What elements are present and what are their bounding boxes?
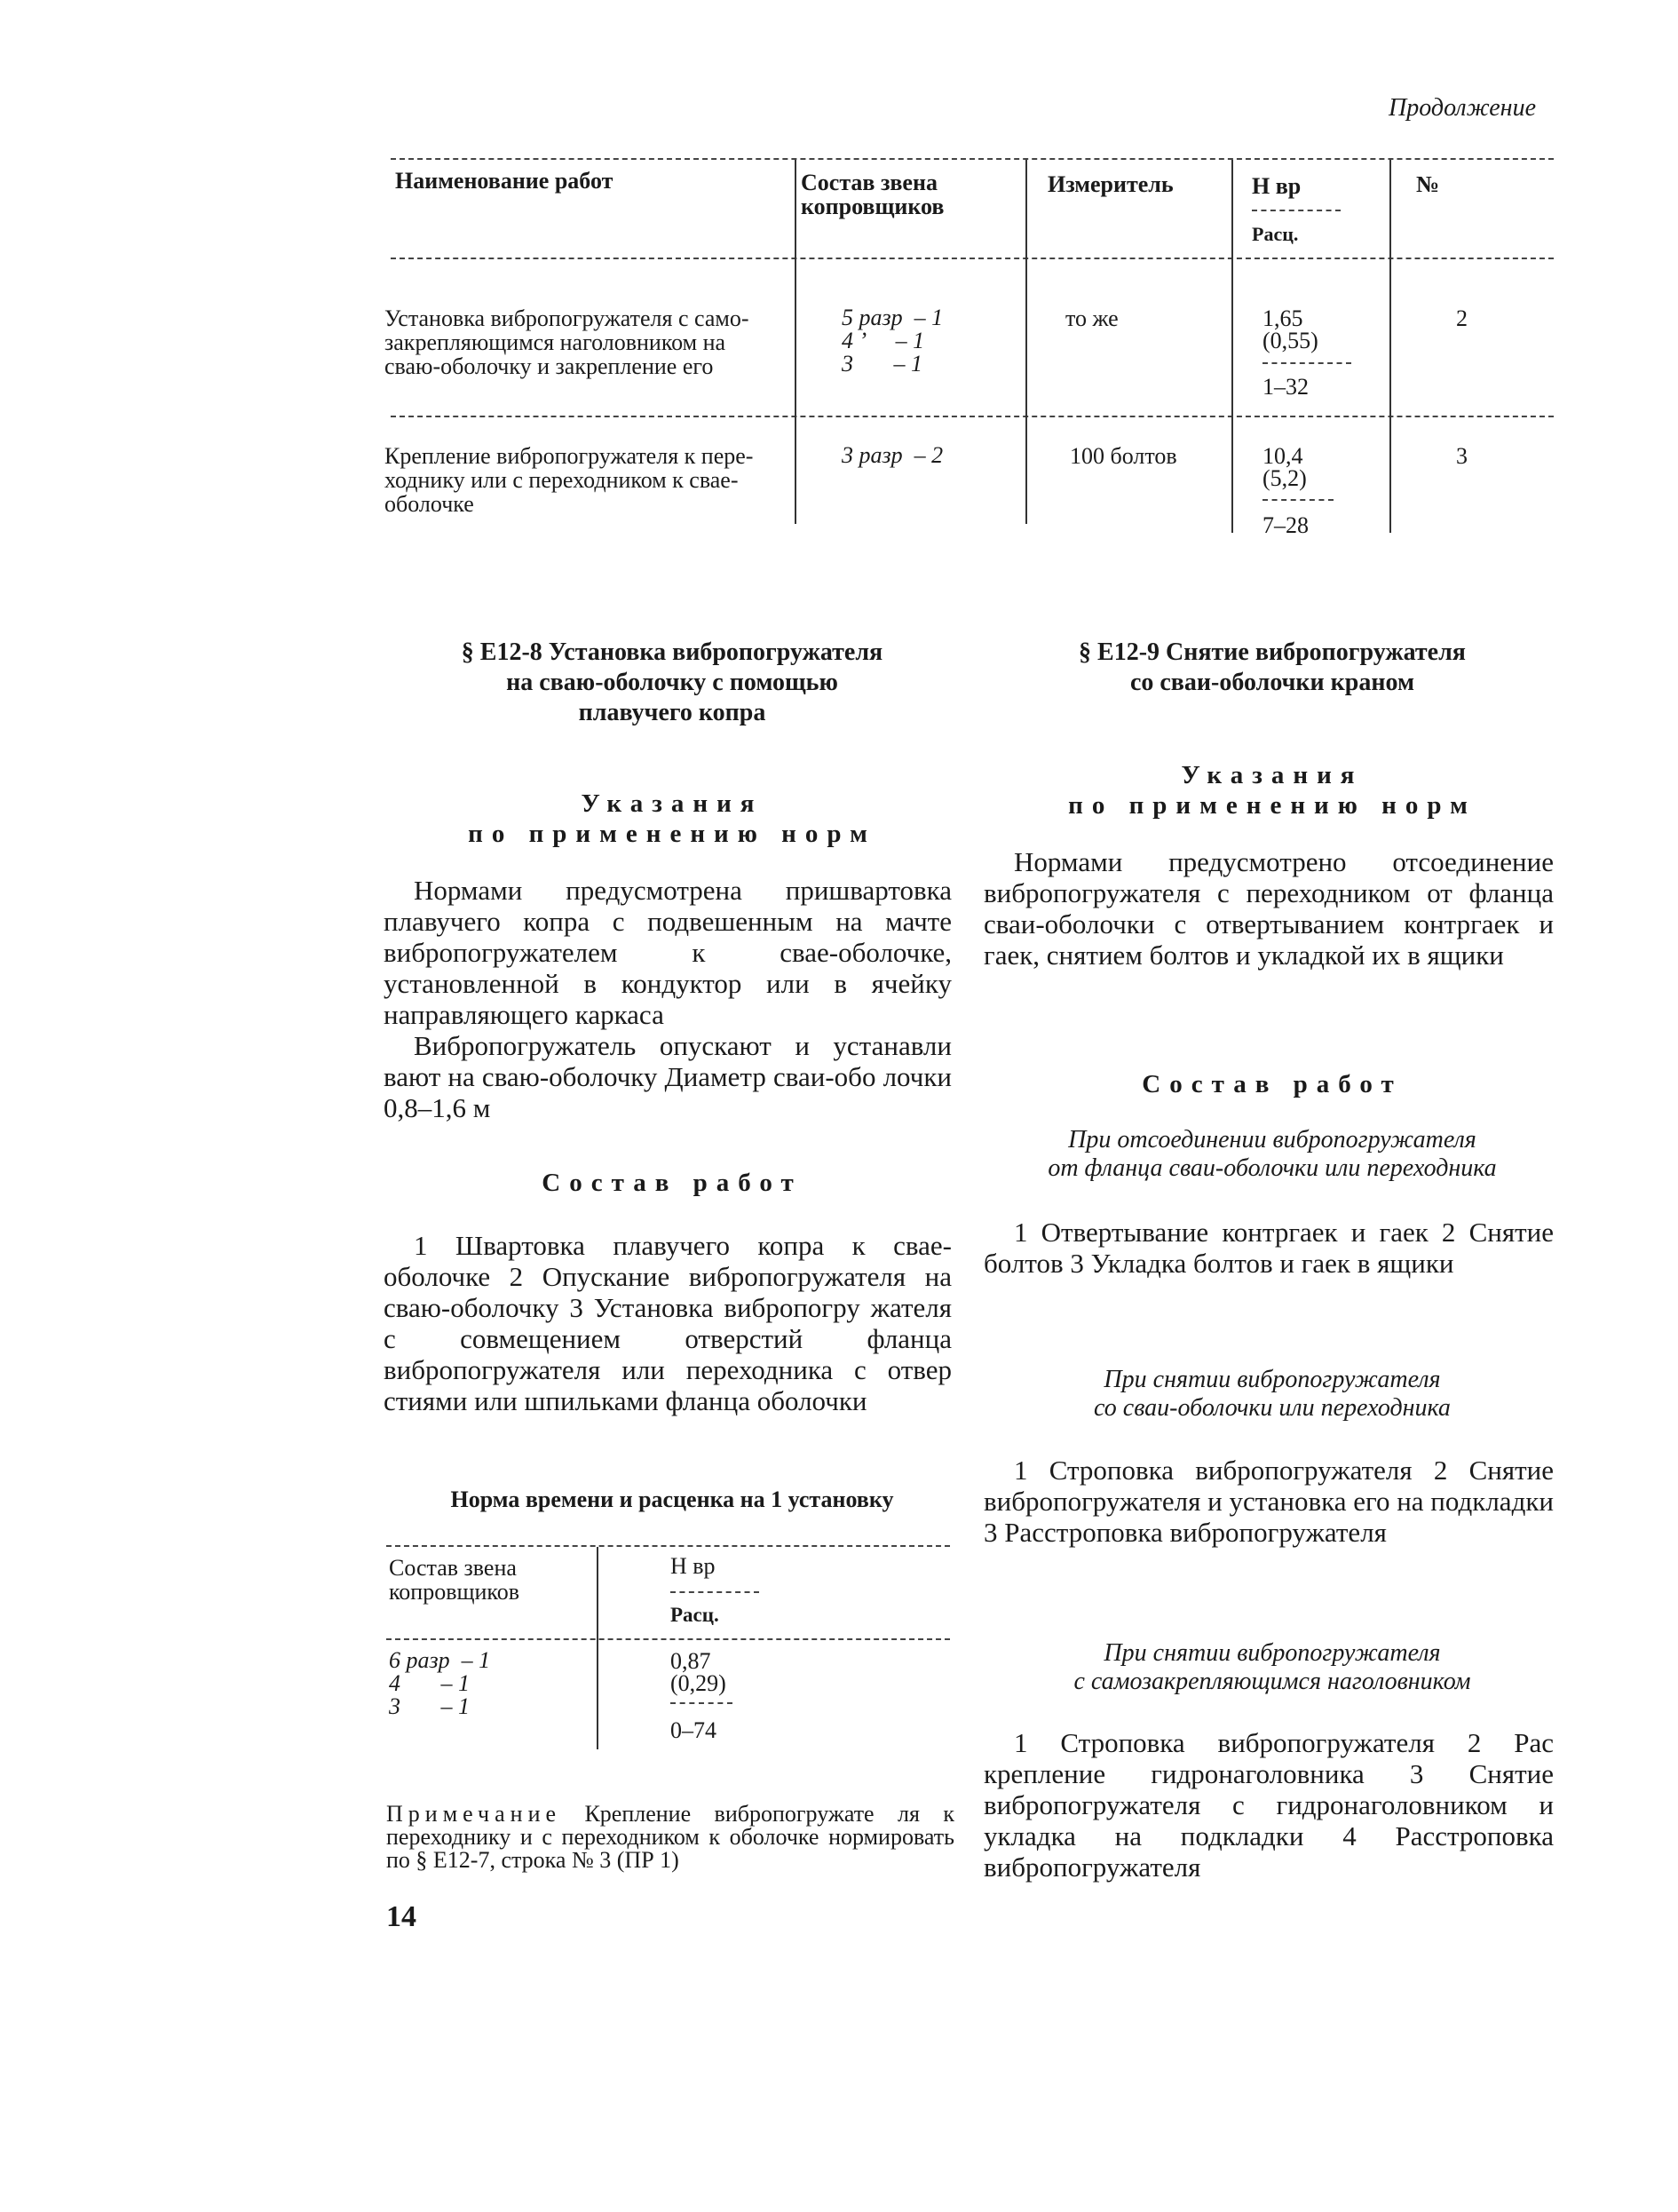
table-header-rule (391, 258, 1554, 259)
norm-hvr-alt: (0,29) (670, 1670, 726, 1696)
right-guidance-p1: Нормами предусмотрено отсоединение вибропогружателя с переходником от фланца сваи-оболочки с отвертыванием контргаек и гаек, снятием болтов и укладкой их в ящики (984, 846, 1554, 971)
right-sub2-text: 1 Строповка вибропогружателя 2 Снятие вибропогружателя и установка его на подкладки 3 Расстроповка вибропогружателя (984, 1455, 1554, 1548)
right-sub2-title: При снятии вибропогружателя со сваи-оболочки или переходника (1094, 1366, 1451, 1422)
norm-hvr-header: Н вр (670, 1553, 716, 1579)
norm-fraction-bar (670, 1702, 732, 1704)
left-guidance-p2: Вибропогружатель опускают и устанавли вают на сваю-оболочку Диаметр сваи-обо лочки 0,8–1,6 м (384, 1030, 952, 1123)
row2-crew: 3 разр – 2 (842, 442, 944, 468)
row1-rate: 1–32 (1262, 374, 1309, 400)
norm-hvr: 0,87 (670, 1648, 711, 1674)
norm-rate: 0–74 (670, 1717, 716, 1743)
right-sub1-text: 1 Отвертывание контргаек и гаек 2 Снятие болтов 3 Укладка болтов и гаек в ящики (984, 1217, 1554, 1279)
row1-fraction-bar (1262, 362, 1351, 364)
col-divider (1025, 160, 1027, 524)
norm-crew-header: Состав звена копровщиков (389, 1555, 520, 1605)
norm-crew: 6 разр – 1 4 – 1 3 – 1 (389, 1647, 491, 1719)
row1-no: 2 (1456, 305, 1468, 331)
norm-title: Норма времени и расценка на 1 установку (450, 1487, 894, 1512)
right-work-title: Состав работ (1142, 1070, 1403, 1098)
row2-unit: 100 болтов (1070, 443, 1177, 469)
header-no: № (1416, 171, 1440, 197)
page-number: 14 (386, 1900, 416, 1933)
note-label: Примечание (386, 1801, 562, 1827)
col-divider (795, 160, 796, 524)
row2-rate: 7–28 (1262, 512, 1309, 538)
note (386, 1803, 954, 1872)
row1-name: Установка вибропогружателя с само- закрепляющимся наголовником на сваю-оболочку и закрепление его (384, 305, 749, 379)
norm-header-fraction-bar (670, 1591, 759, 1593)
left-guidance-title: Указания по применению норм (468, 789, 876, 848)
right-sub3-title: При снятии вибропогружателя с самозакрепляющимся наголовником (1073, 1639, 1471, 1695)
row1-unit: то же (1065, 305, 1119, 331)
right-sub3-text: 1 Строповка вибропогружателя 2 Рас крепление гидронаголовника 3 Снятие вибропогружателя с гидронаголовником и укладка на подкладки 4 Расстроповка вибропогружателя (984, 1727, 1554, 1883)
continuation-label: Продолжение (1389, 94, 1536, 122)
row1-crew: 5 разр – 1 4 ʼ – 1 3 – 1 (842, 305, 944, 377)
header-name: Наименование работ (395, 168, 613, 194)
col-divider (1389, 160, 1391, 533)
row1-hvr: 1,65 (1262, 305, 1303, 331)
header-rate: Расц. (1252, 223, 1299, 245)
left-section-title: § Е12-8 Установка вибропогружателя на сваю-оболочку с помощью плавучего копра (461, 638, 883, 726)
row2-hvr-alt: (5,2) (1262, 465, 1307, 491)
col-divider (1231, 160, 1233, 533)
row2-name: Крепление вибропогружателя к пере- ходнику или с переходником к свае- оболочке (384, 443, 754, 517)
norm-table-header-rule (386, 1638, 950, 1640)
note-text: Крепление вибропогружате ля к переходнику и с переходником к оболочке нормировать по § Е12-7, строка № 3 (ПР 1) (386, 1801, 954, 1873)
row2-no: 3 (1456, 443, 1468, 469)
norm-table-divider (597, 1547, 598, 1749)
row1-hvr-alt: (0,55) (1262, 328, 1318, 353)
table-row-rule (391, 416, 1554, 417)
table-top-rule (391, 158, 1554, 160)
right-section-title: § Е12-9 Снятие вибропогружателя со сваи-оболочки краном (1079, 638, 1466, 696)
header-crew: Состав звена копровщиков (801, 170, 945, 219)
right-guidance-title: Указания по применению норм (1068, 761, 1476, 820)
right-sub1-title: При отсоединении вибропогружателя от фланца сваи-оболочки или переходника (1048, 1126, 1497, 1182)
row2-fraction-bar (1262, 499, 1334, 501)
norm-table-top-rule (386, 1545, 950, 1547)
left-work-title: Состав работ (542, 1169, 803, 1197)
row2-hvr: 10,4 (1262, 443, 1303, 469)
header-hvr: Н вр (1252, 173, 1302, 199)
left-work-text: 1 Швартовка плавучего копра к свае-оболочке 2 Опускание вибропогружателя на сваю-оболочку 3 Установка вибропогру жателя с совмещением отверстий фланца вибропогружателя или переходника с отвер стиями или шпильками фланца оболочки (384, 1230, 952, 1416)
header-fraction-bar (1252, 210, 1341, 211)
norm-rate-header: Расц. (670, 1604, 719, 1626)
header-unit: Измеритель (1048, 171, 1174, 197)
left-guidance-p1: Нормами предусмотрена пришвартовка плавучего копра с подвешенным на мачте вибропогружателем к свае-оболочке, установленной в кондуктор или в ячейку направляющего каркаса (384, 875, 952, 1030)
